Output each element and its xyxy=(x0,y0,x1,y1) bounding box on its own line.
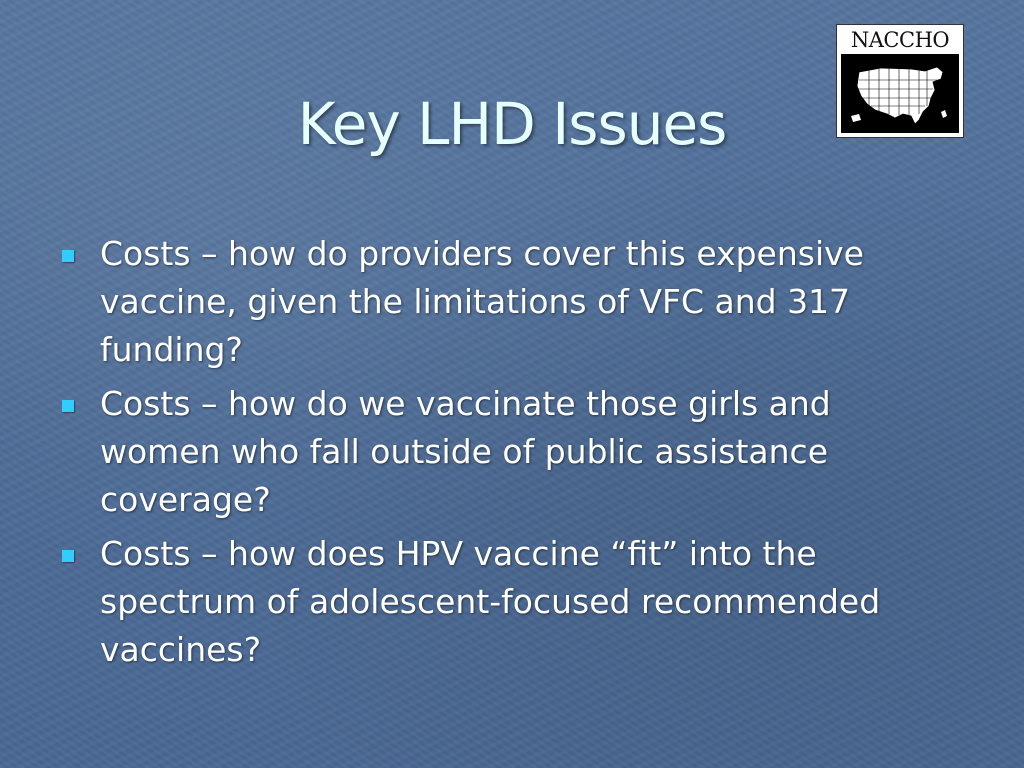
square-bullet-icon xyxy=(62,250,74,262)
slide-title: Key LHD Issues xyxy=(297,90,727,158)
square-bullet-icon xyxy=(62,550,74,562)
bullet-item xyxy=(62,230,942,374)
bullet-list xyxy=(62,230,942,680)
us-map-icon xyxy=(841,54,959,133)
bullet-item xyxy=(62,380,942,524)
logo-text: NACCHO xyxy=(850,28,950,52)
bullet-text: Costs – how do we vaccinate those girls and women who fall outside of public assistance coverage? xyxy=(100,384,831,519)
bullet-item xyxy=(62,530,942,674)
bullet-text: Costs – how do providers cover this expensive vaccine, given the limitations of VFC and 317 funding? xyxy=(100,234,864,369)
bullet-text: Costs – how does HPV vaccine “fit” into the spectrum of adolescent-focused recommended vaccines? xyxy=(100,534,881,669)
naccho-logo xyxy=(836,24,964,138)
square-bullet-icon xyxy=(62,400,74,412)
